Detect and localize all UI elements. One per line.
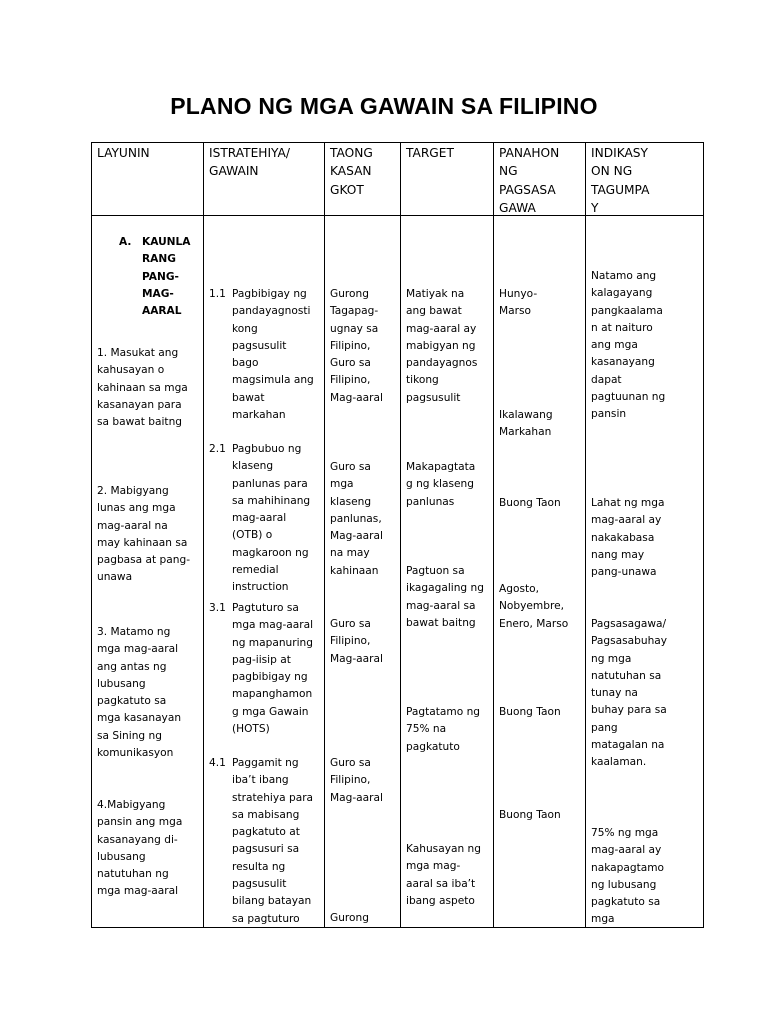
target-1: Matiyak na ang bawat mag-aaral ay mabigyan ng pandayagnos tikong pagsusulit [406, 288, 478, 404]
period-6: Buong Taon [499, 809, 561, 821]
table-border-right [703, 142, 704, 928]
indicator-3: Pagsasagawa/ Pagsasabuhay ng mga natutuhan sa tunay na buhay para sa pang matagalan na kaalaman. [591, 618, 668, 769]
persons-1: Gurong Tagapag- ugnay sa Filipino, Guro sa Filipino, Mag-aaral [330, 288, 383, 404]
strategy-number-4: 4.1 [209, 757, 226, 769]
strategy-3: Pagtuturo sa mga mag-aaral ng mapanuring pag-iisip at pagbibigay ng mapanghamon g mga Gawain (HOTS) [232, 602, 314, 736]
layunin-item-2: 2. Mabigyang lunas ang mga mag-aaral na may kahinaan sa pagbasa at pang- unawa [97, 485, 191, 584]
persons-4: Guro sa Filipino, Mag-aaral [330, 757, 383, 804]
period-2: Ikalawang Markahan [499, 409, 553, 439]
strategy-number-3: 3.1 [209, 602, 226, 614]
target-4: Pagtatamo ng 75% na pagkatuto [406, 706, 481, 753]
header-layunin: LAYUNIN [97, 146, 150, 160]
target-2: Makapagtata g ng klaseng panlunas [406, 461, 476, 508]
indicator-1: Natamo ang kalagayang pangkaalama n at naituro ang mga kasanayang dapat pagtuunan ng pansin [591, 270, 666, 421]
table-divider-col5 [585, 142, 586, 928]
header-istratehiya: ISTRATEHIYA/ GAWAIN [209, 146, 290, 179]
indicator-4: 75% ng mga mag-aaral ay nakapagtamo ng lubusang pagkatuto sa mga [591, 827, 665, 926]
persons-3: Guro sa Filipino, Mag-aaral [330, 618, 383, 665]
layunin-item-1: 1. Masukat ang kahusayan o kahinaan sa mga kasanayan para sa bawat baitng [97, 347, 188, 429]
strategy-1: Pagbibigay ng pandayagnosti kong pagsusulit bago magsimula ang bawat markahan [232, 288, 314, 422]
section-title: KAUNLA RANG PANG- MAG- AARAL [142, 236, 191, 318]
strategy-number-2: 2.1 [209, 443, 226, 455]
table-divider-col4 [493, 142, 494, 928]
header-taong-kasangkot: TAONG KASAN GKOT [330, 146, 373, 197]
table-divider-col1 [203, 142, 204, 928]
table-border-top [91, 142, 704, 143]
persons-5: Gurong [330, 912, 369, 924]
period-4: Agosto, Nobyembre, Enero, Marso [499, 583, 569, 630]
page-title: PLANO NG MGA GAWAIN SA FILIPINO [170, 93, 598, 119]
period-1: Hunyo- Marso [499, 288, 538, 318]
period-5: Buong Taon [499, 706, 561, 718]
table-divider-col2 [324, 142, 325, 928]
table-border-left [91, 142, 92, 928]
header-indikasyon: INDIKASY ON NG TAGUMPA Y [591, 146, 650, 215]
persons-2: Guro sa mga klaseng panlunas, Mag-aaral na may kahinaan [330, 461, 383, 577]
indicator-2: Lahat ng mga mag-aaral ay nakakabasa nang may pang-unawa [591, 497, 665, 579]
layunin-item-4: 4.Mabigyang pansin ang mga kasanayang di- lubusang natutuhan ng mga mag-aaral [97, 799, 183, 898]
layunin-item-3: 3. Matamo ng mga mag-aaral ang antas ng lubusang pagkatuto sa mga kasanayan sa Sining ng komunikasyon [97, 626, 182, 760]
target-5: Kahusayan ng mga mag- aaral sa iba’t ibang aspeto [406, 843, 481, 907]
header-panahon: PANAHON NG PAGSASA GAWA [499, 146, 560, 215]
strategy-4: Paggamit ng iba’t ibang stratehiya para sa mabisang pagkatuto at pagsusuri sa resulta ng pagsusulit bilang batayan sa pagtuturo [232, 757, 314, 925]
section-marker: A. [119, 236, 132, 248]
strategy-number-1: 1.1 [209, 288, 226, 300]
header-target: TARGET [406, 146, 454, 160]
table-divider-col3 [400, 142, 401, 928]
target-3: Pagtuon sa ikagagaling ng mag-aaral sa bawat baitng [406, 565, 484, 629]
strategy-2: Pagbubuo ng klaseng panlunas para sa mahihinang mag-aaral (OTB) o magkaroon ng remedial instruction [232, 443, 311, 594]
period-3: Buong Taon [499, 497, 561, 509]
